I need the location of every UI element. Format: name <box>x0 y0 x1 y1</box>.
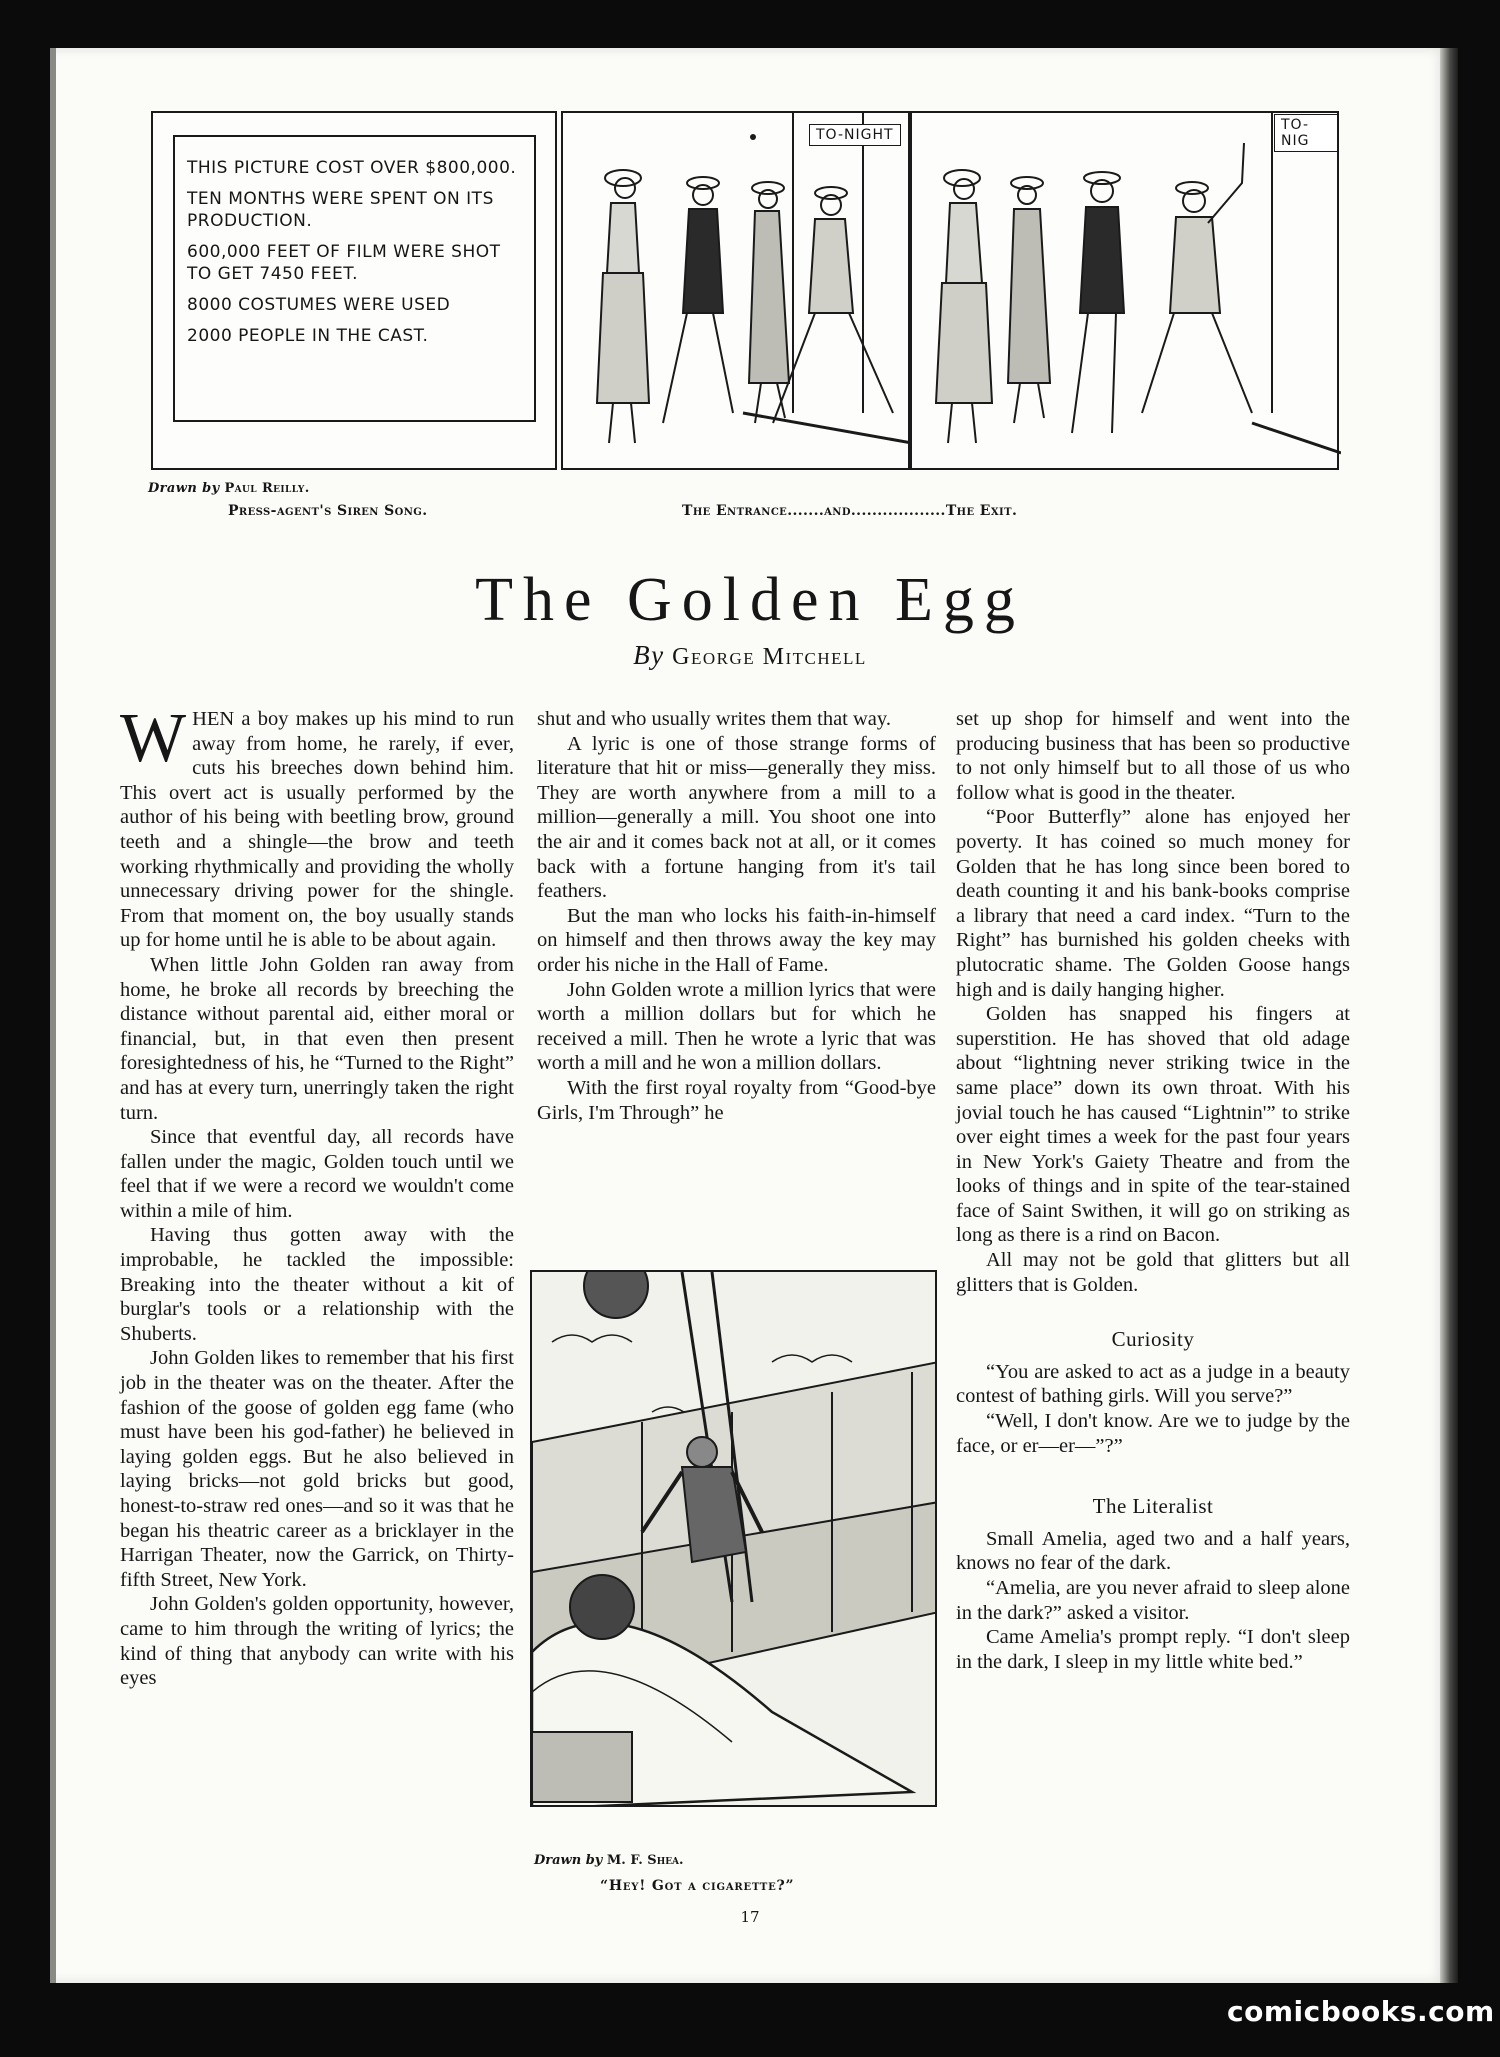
comic-caption-left: Press-agent's Siren Song. <box>228 503 428 519</box>
article-paragraph: “Poor Butterfly” alone has enjoyed her poverty. It has coined so much money for Golden that he has long since been bored to death counting it and his bank-books comprise a library that need a card index. “Turn to the Right” has burnished his golden cheeks with plutocratic shame. The Golden Goose hangs high and is daily hanging higher. <box>956 806 1350 1001</box>
article-paragraph: John Golden likes to remember that his first job in the theater was on the theater. After the fashion of the goose of golden egg fame (who must have been his god-father) he believed in laying golden eggs. But he also believed in laying bricks—not gold bricks but good, honest-to-straw red ones—and so it was that he began his theatric career as a bricklayer in the Harrigan Theater, now the Garrick, on Thirty-fifth Street, New York. <box>120 1347 514 1591</box>
article-paragraph: A lyric is one of those strange forms of literature that hit or miss—generally they miss. They are worth anywhere from a mill to a million—generally a mill. You shoot one into the air and it comes back not at all, or it comes back with a fortune hanging from it's tail feathers. <box>537 732 936 903</box>
biplane-drawing <box>532 1272 937 1807</box>
article-column-1 <box>120 700 514 1691</box>
comic-caption-right: The Entrance.......and..................The Exit. <box>682 503 1018 519</box>
article-paragraph: But the man who locks his faith-in-himself on himself and then throws away the key may order his niche in the Hall of Fame. <box>537 904 936 976</box>
credit-prefix: Drawn by <box>148 481 220 496</box>
literalist-heading: The Literalist <box>1092 1494 1214 1519</box>
comic-panel-sign <box>151 111 557 470</box>
sign-line: THIS PICTURE COST OVER $800,000. <box>187 158 517 178</box>
article-paragraph: All may not be gold that glitters but all glitters that is Golden. <box>956 1249 1350 1296</box>
literalist-paragraph: “Amelia, are you never afraid to sleep alone in the dark?” asked a visitor. <box>956 1577 1350 1624</box>
sign-line: 600,000 FEET OF FILM WERE SHOT TO GET 7450 FEET. <box>187 242 501 284</box>
article-byline <box>0 640 1500 671</box>
article-column-2 <box>537 707 936 1125</box>
drop-cap: W <box>120 700 187 777</box>
byline-author: George Mitchell <box>672 644 867 670</box>
article-paragraph: WHEN a boy makes up his mind to run away from home, he rarely, if ever, cuts his breeches down behind him. This overt act is usually performed by the author of his being with beetling brow, ground teeth and a shingle—the brow and teeth working rhythmically and providing the wholly unnecessary driving power for the shingle. From that moment on, the boy usually stands up for home until he is able to be about again. <box>120 700 514 952</box>
sign-line: 8000 COSTUMES WERE USED <box>187 295 451 315</box>
credit-name: Paul Reilly. <box>224 481 310 496</box>
illustration-credit-prefix: Drawn by <box>534 1853 603 1868</box>
article-paragraph: set up shop for himself and went into the producing business that has been so productive to not only himself but to all those of us who follow what is good in the theater. <box>956 708 1350 804</box>
sign-line: TEN MONTHS WERE SPENT ON ITS PRODUCTION. <box>187 189 494 231</box>
exit-drawing <box>912 113 1341 472</box>
curiosity-paragraph: “Well, I don't know. Are we to judge by the face, or er—er—”?” <box>956 1410 1350 1457</box>
biplane-illustration <box>530 1270 937 1807</box>
article-paragraph: When little John Golden ran away from home, he broke all records by breeching the distance without parental aid, either moral or financial, but, in that even then present foresightedness of his, he “Turned to the Right” and has at every turn, unerringly taken the right turn. <box>120 953 514 1124</box>
site-watermark: comicbooks.com <box>1227 1995 1495 2028</box>
article-paragraph: shut and who usually writes them that way. <box>537 708 891 730</box>
article-paragraph: Golden has snapped his fingers at superstition. He has shoved that old adage about “lightning never striking twice in the same place” down its own throat. With his jovial touch he has caused “Lightnin'” to strike over eight times a week for the past four years in New York's Gaiety Theatre and from the looks of things and in spite of the tear-stained face of Saint Swithen, it will go on striking as long as there is a rind on Bacon. <box>956 1003 1350 1247</box>
article-title: The Golden Egg <box>475 566 1025 634</box>
curiosity-heading: Curiosity <box>1111 1327 1195 1352</box>
entrance-drawing <box>563 113 912 472</box>
page-number: 17 <box>740 1908 760 1926</box>
article-paragraph: Having thus gotten away with the improbable, he tackled the impossible: Breaking into the theater without a kit of burglar's tools or a relationship with the Shuberts. <box>120 1224 514 1345</box>
article-paragraph: With the first royal royalty from “Good-bye Girls, I'm Through” he <box>537 1076 936 1124</box>
theater-sign <box>173 135 536 422</box>
tonight-sign: TO-NIG <box>1274 114 1337 152</box>
article-column-3 <box>956 707 1350 1674</box>
literalist-paragraph: Small Amelia, aged two and a half years, knows no fear of the dark. <box>956 1527 1350 1575</box>
tonight-sign: TO-NIGHT <box>809 124 901 146</box>
article-paragraph: John Golden's golden opportunity, however, came to him through the writing of lyrics; the kind of thing that anybody can write with his eyes <box>120 1593 514 1690</box>
illustration-credit-name: M. F. Shea. <box>606 1853 684 1868</box>
curiosity-paragraph: “You are asked to act as a judge in a beauty contest of bathing girls. Will you serve?” <box>956 1360 1350 1408</box>
byline-prefix: By <box>633 640 665 670</box>
page-edge <box>1440 48 1458 1983</box>
comic-panel-exit <box>910 111 1339 470</box>
illustration-caption: “Hey! Got a cigarette?” <box>600 1878 795 1894</box>
comic-credit <box>148 481 310 496</box>
page-binding <box>50 48 56 1983</box>
article-paragraph: John Golden wrote a million lyrics that were worth a million dollars but for which he received a mill. Then he wrote a lyric that was worth a mill and he won a million dollars. <box>537 978 936 1075</box>
literalist-paragraph: Came Amelia's prompt reply. “I don't sleep in the dark, I sleep in my little white bed.” <box>956 1626 1350 1673</box>
comic-panel-entrance <box>561 111 910 470</box>
illustration-credit <box>534 1853 684 1868</box>
sign-line: 2000 PEOPLE IN THE CAST. <box>187 326 429 346</box>
article-paragraph: Since that eventful day, all records have fallen under the magic, Golden touch until we feel that if we were a record we wouldn't come within a mile of him. <box>120 1126 514 1222</box>
